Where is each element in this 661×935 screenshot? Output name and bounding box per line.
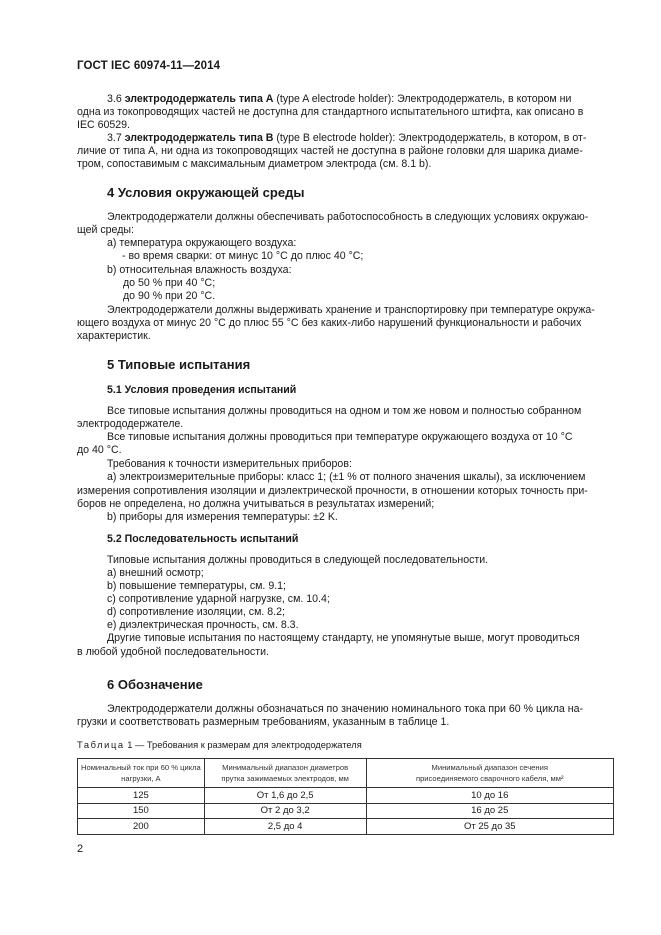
table-cell: 200	[78, 819, 205, 835]
table-row	[78, 788, 614, 804]
s6-line-2: грузки и соответствовать размерным требованиям, указанным в таблице 1.	[77, 716, 450, 728]
s52-intro: Типовые испытания должны проводиться в следующей последовательности.	[107, 554, 489, 566]
table-cell: От 2 до 3,2	[204, 803, 366, 819]
s4-storage-line-3: характеристик.	[77, 330, 151, 342]
table-header-cell	[204, 759, 366, 788]
s51-p1-line-2: электрододержателе.	[77, 418, 184, 430]
subsection-5-2-title: 5.2 Последовательность испытаний	[107, 533, 299, 545]
s4-storage-line-2: ющего воздуха от минус 20 °С до плюс 55 °С без каких-либо нарушений функциональности и рабочих	[77, 317, 582, 329]
table-row	[78, 803, 614, 819]
definition-3-6-line-3: IEC 60529.	[77, 119, 131, 131]
table-header-row	[78, 759, 614, 788]
s6-line-1: Электрододержатели должны обозначаться по значению номинального тока при 60 % цикла на-	[107, 703, 584, 715]
page-number: 2	[77, 843, 84, 855]
requirements-table	[77, 758, 614, 835]
table-caption-label: Таблица	[77, 740, 125, 750]
s51-p1-line-1: Все типовые испытания должны проводиться на одном и том же новом и полностью собранном	[107, 405, 582, 417]
table-caption-text: 1 — Требования к размерам для электрододержателя	[127, 740, 362, 750]
header-line: нагрузки, А	[121, 774, 161, 783]
s52-other-line-2: в любой удобной последовательности.	[77, 646, 269, 658]
s4-intro-line-1: Электрододержатели должны обеспечивать работоспособность в следующих условиях окружаю-	[107, 211, 589, 223]
s51-p2-line-2: до 40 °С.	[77, 444, 122, 456]
s4-item-a: a) температура окружающего воздуха:	[107, 237, 297, 249]
s4-item-b-sub-1: до 50 % при 40 °С;	[123, 277, 216, 289]
s51-p3: Требования к точности измерительных приборов:	[107, 458, 352, 470]
definition-3-6-line-1	[107, 93, 571, 106]
s52-item: b) повышение температуры, см. 9.1;	[107, 580, 286, 592]
s4-storage-line-1: Электрододержатели должны выдерживать хранение и транспортировку при температуре окружа-	[107, 304, 595, 316]
table-row	[78, 819, 614, 835]
table-cell: От 1,6 до 2,5	[204, 788, 366, 804]
s52-item: e) диэлектрическая прочность, см. 8.3.	[107, 619, 299, 631]
table-caption	[77, 740, 362, 750]
definition-3-6-line-2: одна из токопроводящих частей не доступна для стандартного испытательного штифта, как описано в	[77, 106, 584, 118]
s51-item-b: b) приборы для измерения температуры: ±2 K.	[107, 511, 338, 523]
definition-term: электрододержатель типа А	[124, 93, 274, 105]
s52-other-line-1: Другие типовые испытания по настоящему стандарту, не упомянутые выше, могут проводиться	[107, 632, 580, 644]
table-cell: 150	[78, 803, 205, 819]
table-cell: 2,5 до 4	[204, 819, 366, 835]
s51-p2-line-1: Все типовые испытания должны проводиться при температуре окружающего воздуха от 10 °С	[107, 431, 573, 443]
document-header: ГОСТ IEC 60974-11—2014	[77, 60, 221, 72]
section-6-title: 6 Обозначение	[107, 677, 203, 692]
s51-item-a-line-1: a) электроизмерительные приборы: класс 1; (±1 % от полного значения шкалы), за исключением	[107, 471, 586, 483]
table-cell: 125	[78, 788, 205, 804]
header-line: Минимальный диапазон сечения	[431, 763, 548, 772]
definition-3-7-line-2: личие от типа A, ни одна из токопроводящих частей не доступна в районе головки для шарика диаме-	[77, 145, 583, 157]
table-header-cell	[78, 759, 205, 788]
s4-item-a-sub: - во время сварки: от минус 10 °С до плюс 40 °С;	[122, 250, 364, 262]
header-line: Минимальный диапазон диаметров	[222, 763, 349, 772]
header-line: Номинальный ток при 60 % цикла	[81, 763, 201, 772]
definition-3-7-line-1	[107, 132, 586, 145]
definition-number: 3.7	[107, 132, 122, 144]
table-cell: От 25 до 35	[366, 819, 614, 835]
definition-3-7-line-3: тром, сопоставимым с максимальным диаметром электрода (см. 8.1 b).	[77, 158, 432, 170]
header-line: присоединяемого сварочного кабеля, мм²	[415, 774, 564, 783]
s52-item: d) сопротивление изоляции, см. 8.2;	[107, 606, 285, 618]
s51-item-a-line-2: измерения сопротивления изоляции и диэлектрической прочности, в отношении которых точность при-	[77, 485, 588, 497]
section-4-title: 4 Условия окружающей среды	[107, 185, 305, 200]
definition-number: 3.6	[107, 93, 122, 105]
s4-item-b: b) относительная влажность воздуха:	[107, 264, 292, 276]
section-5-title: 5 Типовые испытания	[107, 357, 251, 372]
table-cell: 10 до 16	[366, 788, 614, 804]
s52-item: a) внешний осмотр;	[107, 567, 204, 579]
table-cell: 16 до 25	[366, 803, 614, 819]
table-header-cell	[366, 759, 614, 788]
definition-term: электрододержатель типа В	[124, 132, 274, 144]
s4-item-b-sub-2: до 90 % при 20 °С.	[123, 290, 216, 302]
s4-intro-line-2: щей среды:	[77, 224, 134, 236]
definition-text: (type B electrode holder): Электрододержатель, в котором, в от-	[276, 132, 587, 144]
subsection-5-1-title: 5.1 Условия проведения испытаний	[107, 384, 297, 396]
s51-item-a-line-3: боров не определена, но должна учитываться в результатах измерений;	[77, 498, 435, 510]
definition-text: (type A electrode holder): Электрододержатель, в котором ни	[276, 93, 572, 105]
s52-item: c) сопротивление ударной нагрузке, см. 10.4;	[107, 593, 330, 605]
header-line: прутка зажимаемых электродов, мм	[221, 774, 349, 783]
